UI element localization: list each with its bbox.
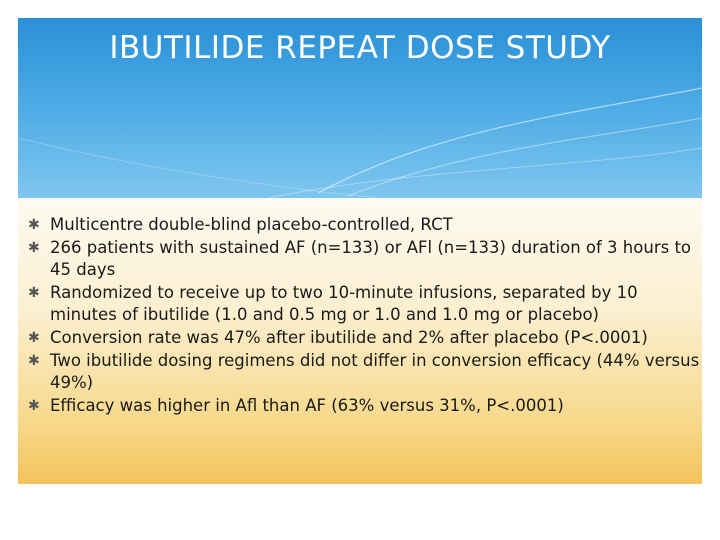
list-item: [28, 214, 702, 236]
asterisk-bullet-icon: ✱: [28, 285, 40, 301]
list-item-text: Efficacy was higher in Afl than AF (63% versus 31%, P<.0001): [50, 396, 564, 415]
list-item-text: 266 patients with sustained AF (n=133) or AFl (n=133) duration of 3 hours to 45 days: [50, 238, 692, 279]
list-item: [28, 350, 702, 394]
slide-title: IBUTILIDE REPEAT DOSE STUDY: [109, 30, 611, 66]
asterisk-bullet-icon: ✱: [28, 217, 40, 233]
bullet-list: [28, 214, 702, 418]
list-item: [28, 237, 702, 281]
asterisk-bullet-icon: ✱: [28, 330, 40, 346]
list-item-text: Multicentre double-blind placebo-controlled, RCT: [50, 215, 453, 234]
asterisk-bullet-icon: ✱: [28, 240, 40, 256]
asterisk-bullet-icon: ✱: [28, 353, 40, 369]
list-item-text: Conversion rate was 47% after ibutilide and 2% after placebo (P<.0001): [50, 328, 648, 347]
list-item: [28, 282, 702, 326]
list-item: [28, 395, 702, 417]
list-item-text: Two ibutilide dosing regimens did not differ in conversion efficacy (44% versus 49%): [50, 351, 700, 392]
list-item-text: Randomized to receive up to two 10-minute infusions, separated by 10 minutes of ibutilide (1.0 and 0.5 mg or 1.0 and 1.0 mg or placebo): [50, 283, 638, 324]
asterisk-bullet-icon: ✱: [28, 398, 40, 414]
list-item: [28, 327, 702, 349]
